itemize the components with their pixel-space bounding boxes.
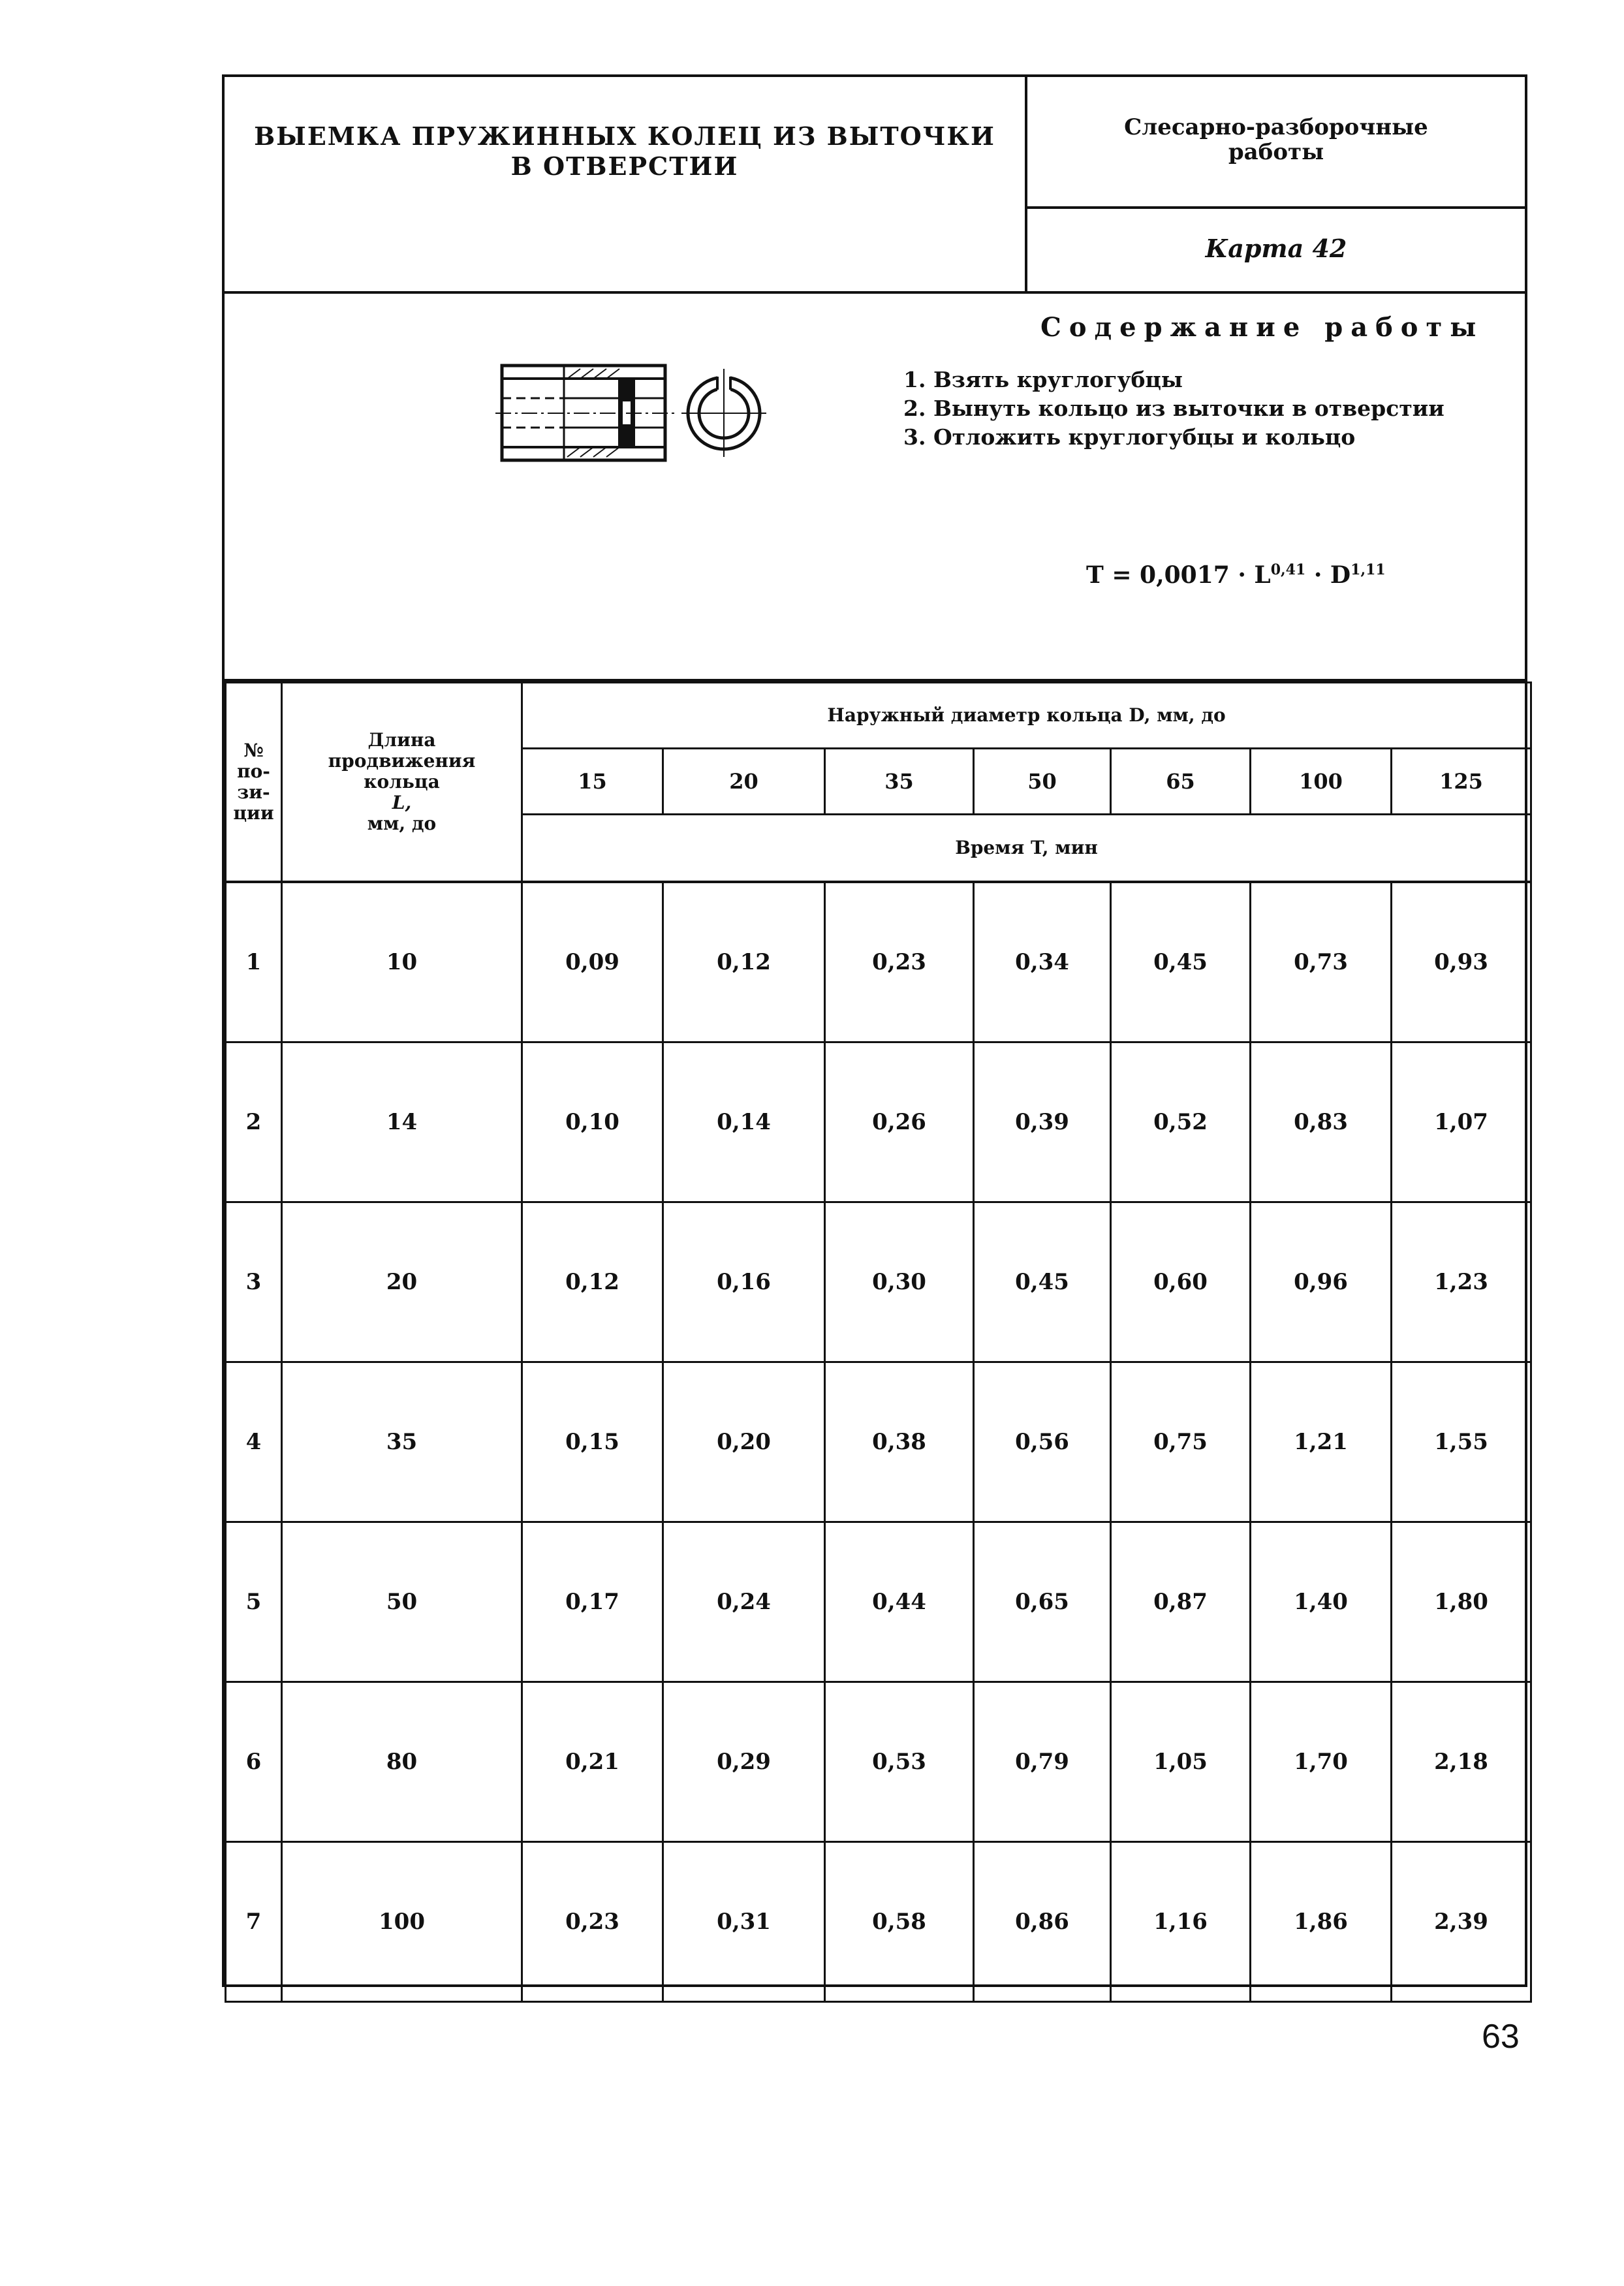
time-cell: 1,05 — [1111, 1682, 1251, 1842]
length-column-header — [282, 683, 522, 883]
card-title-line1: ВЫЕМКА ПРУЖИННЫХ КОЛЕЦ ИЗ ВЫТОЧКИ — [254, 121, 995, 151]
time-cell: 0,30 — [825, 1202, 974, 1362]
time-cell: 0,60 — [1111, 1202, 1251, 1362]
formula-base: T = 0,0017 · L — [1086, 561, 1271, 589]
time-cell: 1,07 — [1392, 1042, 1531, 1202]
time-cell: 0,12 — [522, 1202, 663, 1362]
time-cell: 0,38 — [825, 1362, 974, 1522]
time-cell: 0,58 — [825, 1842, 974, 2002]
length-cell: 20 — [282, 1202, 522, 1362]
time-cell: 0,86 — [974, 1842, 1111, 2002]
diameter-header: 50 — [974, 749, 1111, 815]
card-header — [225, 77, 1525, 294]
position-cell: 2 — [226, 1042, 282, 1202]
position-cell: 4 — [226, 1362, 282, 1522]
length-cell: 100 — [282, 1842, 522, 2002]
work-step: 1. Взять круглогубцы — [903, 367, 1183, 392]
position-cell: 3 — [226, 1202, 282, 1362]
time-cell: 0,31 — [663, 1842, 825, 2002]
norm-time-table — [225, 681, 1532, 2003]
time-cell: 0,83 — [1251, 1042, 1392, 1202]
time-cell: 0,17 — [522, 1522, 663, 1682]
table-row — [226, 882, 1531, 1042]
time-cell: 0,23 — [825, 882, 974, 1042]
norm-card-frame — [222, 74, 1527, 1987]
time-cell: 0,34 — [974, 882, 1111, 1042]
diameter-group-header: Наружный диаметр кольца D, мм, до — [522, 683, 1531, 749]
work-category-line1: Слесарно-разборочные — [1124, 114, 1428, 140]
table-row — [226, 1682, 1531, 1842]
time-cell: 0,45 — [974, 1202, 1111, 1362]
time-cell: 0,52 — [1111, 1042, 1251, 1202]
time-cell: 1,21 — [1251, 1362, 1392, 1522]
diameter-header: 20 — [663, 749, 825, 815]
length-cell: 10 — [282, 882, 522, 1042]
position-cell: 5 — [226, 1522, 282, 1682]
time-cell: 0,12 — [663, 882, 825, 1042]
time-cell: 0,20 — [663, 1362, 825, 1522]
time-cell: 0,79 — [974, 1682, 1111, 1842]
time-header: Время T, мин — [522, 815, 1531, 883]
diameter-header: 65 — [1111, 749, 1251, 815]
time-cell: 1,16 — [1111, 1842, 1251, 2002]
work-content-heading: Содержание работы — [1040, 312, 1484, 343]
table-row — [226, 1362, 1531, 1522]
time-cell: 0,09 — [522, 882, 663, 1042]
time-cell: 1,55 — [1392, 1362, 1531, 1522]
diameter-header: 100 — [1251, 749, 1392, 815]
position-cell: 6 — [226, 1682, 282, 1842]
time-cell: 1,86 — [1251, 1842, 1392, 2002]
table-row — [226, 1202, 1531, 1362]
time-cell: 2,18 — [1392, 1682, 1531, 1842]
time-cell: 0,96 — [1251, 1202, 1392, 1362]
work-category — [1027, 77, 1525, 209]
time-cell: 0,26 — [825, 1042, 974, 1202]
work-step: 2. Вынуть кольцо из выточки в отверстии — [903, 396, 1444, 421]
diameter-header: 125 — [1392, 749, 1531, 815]
time-cell: 0,44 — [825, 1522, 974, 1682]
table-row — [226, 1842, 1531, 2002]
ring-in-bore-sketch-icon — [495, 343, 770, 486]
time-cell: 0,29 — [663, 1682, 825, 1842]
position-column-header: № по- зи- ции — [226, 683, 282, 883]
table-row — [226, 1042, 1531, 1202]
time-cell: 0,75 — [1111, 1362, 1251, 1522]
time-cell: 0,53 — [825, 1682, 974, 1842]
time-cell: 0,39 — [974, 1042, 1111, 1202]
length-header-line: L, — [392, 792, 412, 813]
time-cell: 1,70 — [1251, 1682, 1392, 1842]
length-cell: 80 — [282, 1682, 522, 1842]
time-cell: 0,14 — [663, 1042, 825, 1202]
card-number: Карта 42 — [1205, 234, 1347, 263]
time-cell: 0,87 — [1111, 1522, 1251, 1682]
length-cell: 50 — [282, 1522, 522, 1682]
time-formula — [1086, 561, 1386, 589]
length-header-line: Длина — [367, 729, 436, 751]
time-cell: 2,39 — [1392, 1842, 1531, 2002]
card-title-line2: В ОТВЕРСТИИ — [510, 151, 739, 181]
time-cell: 0,56 — [974, 1362, 1111, 1522]
card-title — [225, 77, 1027, 291]
diameter-header: 35 — [825, 749, 974, 815]
length-cell: 35 — [282, 1362, 522, 1522]
page-number: 63 — [1482, 2018, 1520, 2056]
time-cell: 0,45 — [1111, 882, 1251, 1042]
work-category-line2: работы — [1228, 139, 1324, 165]
time-cell: 0,10 — [522, 1042, 663, 1202]
time-cell: 1,23 — [1392, 1202, 1531, 1362]
table-row — [226, 1522, 1531, 1682]
time-cell: 0,65 — [974, 1522, 1111, 1682]
length-header-line: мм, до — [367, 813, 437, 834]
length-cell: 14 — [282, 1042, 522, 1202]
position-cell: 7 — [226, 1842, 282, 2002]
time-cell: 1,80 — [1392, 1522, 1531, 1682]
time-cell: 0,73 — [1251, 882, 1392, 1042]
time-cell: 0,15 — [522, 1362, 663, 1522]
time-cell: 0,21 — [522, 1682, 663, 1842]
work-steps-list — [903, 366, 1444, 452]
time-cell: 0,93 — [1392, 882, 1531, 1042]
position-cell: 1 — [226, 882, 282, 1042]
work-step: 3. Отложить круглогубцы и кольцо — [903, 424, 1356, 450]
time-cell: 0,24 — [663, 1522, 825, 1682]
formula-d: · D — [1305, 561, 1351, 589]
formula-exponent-d: 1,11 — [1351, 561, 1386, 578]
length-header-line: кольца — [364, 771, 440, 792]
formula-exponent-l: 0,41 — [1270, 561, 1306, 578]
time-cell: 0,16 — [663, 1202, 825, 1362]
time-cell: 1,40 — [1251, 1522, 1392, 1682]
diameter-header: 15 — [522, 749, 663, 815]
length-header-line: продвижения — [328, 750, 476, 772]
time-cell: 0,23 — [522, 1842, 663, 2002]
work-content-section — [225, 294, 1525, 681]
